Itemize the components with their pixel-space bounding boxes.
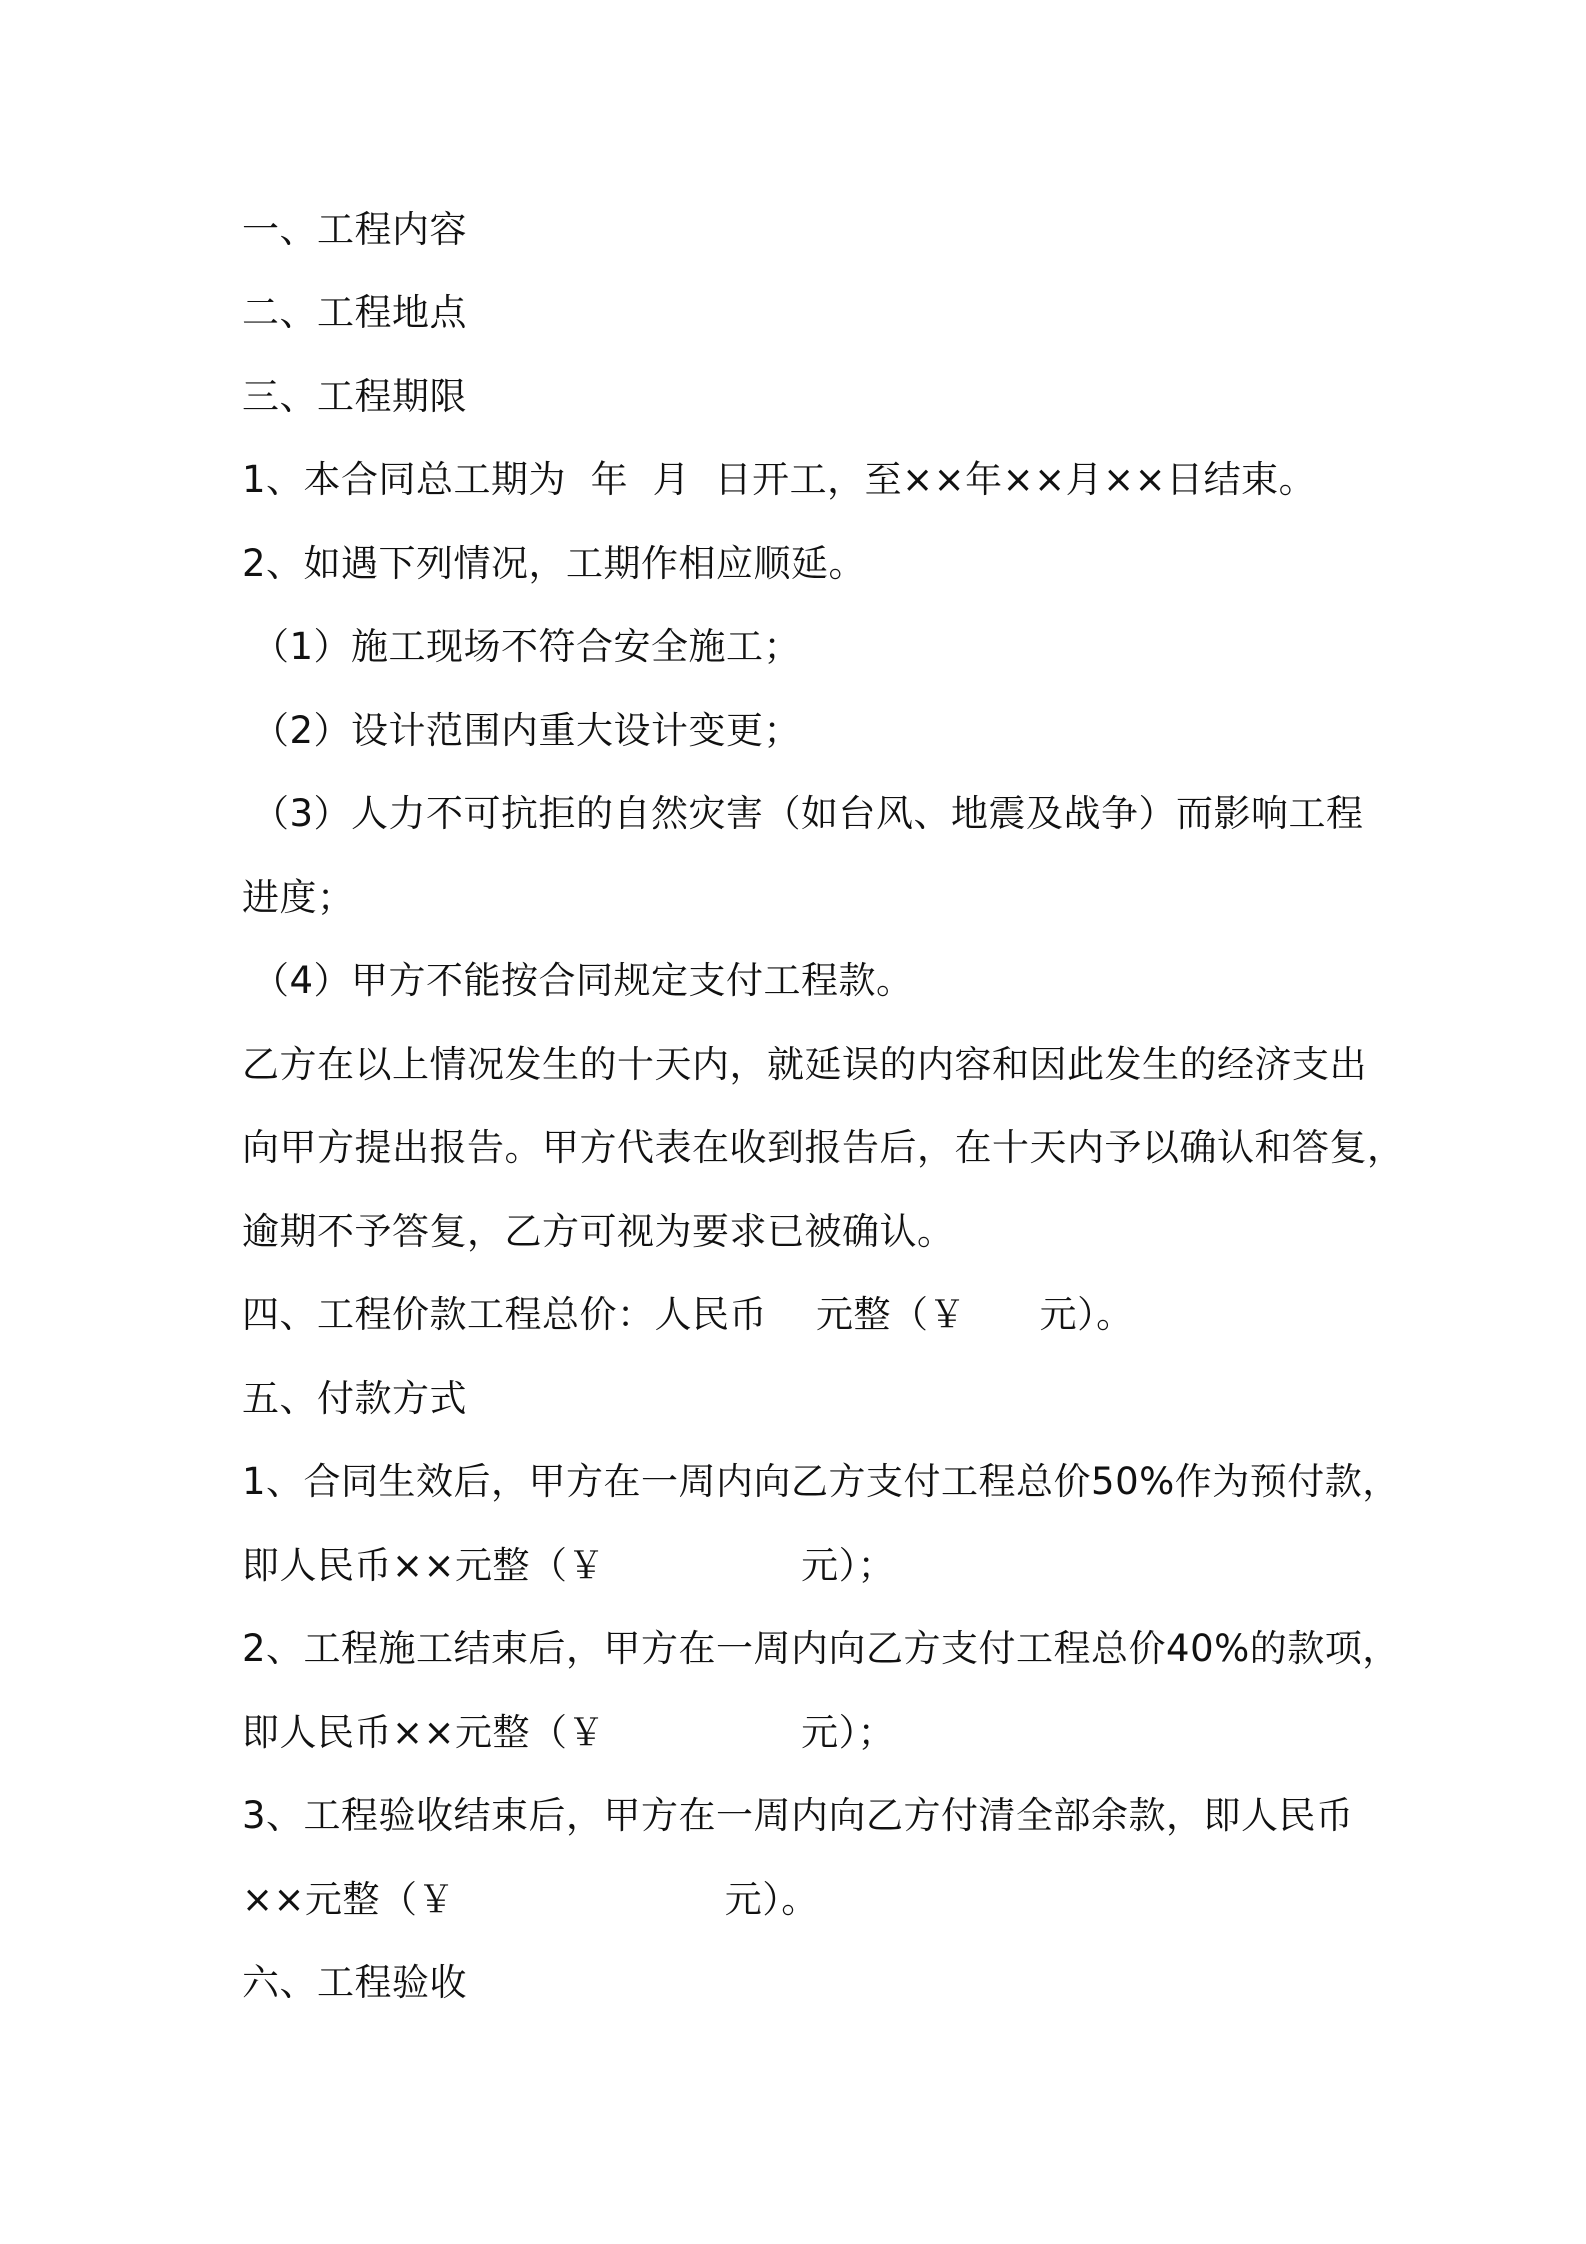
condition-item-3-continued: 进度； [242, 876, 355, 919]
payment-clause-2: 2、工程施工结束后，甲方在一周内向乙方支付工程总价40%的款项， [242, 1627, 1400, 1670]
payment-clause-3: 3、工程验收结束后，甲方在一周内向乙方付清全部余款，即人民币 [242, 1794, 1354, 1837]
payment-clause-1: 1、合同生效后，甲方在一周内向乙方支付工程总价50%作为预付款， [242, 1460, 1400, 1503]
clause-extension-conditions: 2、如遇下列情况，工期作相应顺延。 [242, 542, 867, 585]
condition-item-2: （2）设计范围内重大设计变更； [252, 709, 802, 752]
section-heading-payment-method: 五、付款方式 [242, 1377, 467, 1420]
condition-item-4: （4）甲方不能按合同规定支付工程款。 [252, 959, 914, 1002]
section-heading-project-period: 三、工程期限 [242, 375, 467, 418]
section-heading-project-price: 四、工程价款工程总价：人民币 元整（￥ 元）。 [242, 1293, 1134, 1336]
paragraph-report-line-3: 逾期不予答复，乙方可视为要求已被确认。 [242, 1210, 955, 1253]
payment-clause-1-amount: 即人民币××元整（￥ 元）； [242, 1544, 896, 1587]
section-heading-project-content: 一、工程内容 [242, 208, 467, 251]
paragraph-report-line-1: 乙方在以上情况发生的十天内，就延误的内容和因此发生的经济支出 [242, 1043, 1367, 1086]
paragraph-report-line-2: 向甲方提出报告。甲方代表在收到报告后，在十天内予以确认和答复， [242, 1126, 1405, 1169]
payment-clause-3-amount: ××元整（￥ 元）。 [242, 1878, 819, 1921]
condition-item-3: （3）人力不可抗拒的自然灾害（如台风、地震及战争）而影响工程 [252, 792, 1364, 835]
clause-total-duration: 1、本合同总工期为 年 月 日开工，至××年××月××日结束。 [242, 458, 1317, 501]
condition-item-1: （1）施工现场不符合安全施工； [252, 625, 802, 668]
payment-clause-2-amount: 即人民币××元整（￥ 元）； [242, 1711, 896, 1754]
section-heading-project-location: 二、工程地点 [242, 291, 467, 334]
section-heading-project-acceptance: 六、工程验收 [242, 1961, 467, 2004]
